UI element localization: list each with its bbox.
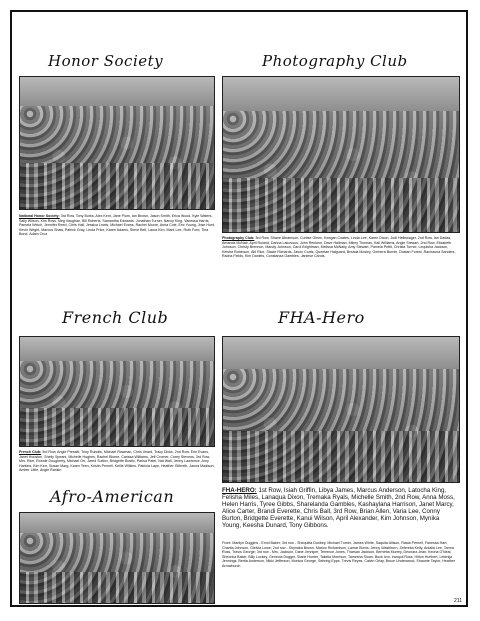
french-club-caption-label: French Club: (19, 450, 42, 454)
honor-society-caption (19, 214, 215, 238)
honor-society-caption-label: National Honor Society: (19, 214, 60, 218)
french-club-caption (19, 450, 215, 482)
french-club-photo (19, 336, 215, 447)
fha-hero-caption-text: 1st Row, Isiah Griffin, Libya James, Marcus Anderson, Latocha King, Felisha Miles, Lanaqua Dixon, Tremaka Ryals, Michelle Smith, 2nd Row, Anna Moss, Helen Harris, Tyree Gibbs, Sharelanda Gambles, Kashaylana Harrison, Janet Marcy, Alice Carter, Brandi Everette, Chris Ball, 3rd Row, Brian Allen, Varia Lee, Conny Burton, Bridgette Everette, Kanui Wilson, April Alexander, Kim Johnson, Mynika Young, Keesha Dunard, Tony Gibbons. (222, 487, 455, 530)
page-number: 211 (454, 598, 462, 604)
fha-hero-photo (222, 336, 460, 483)
fha-hero-heading: FHA-Hero (278, 308, 365, 327)
photography-club-photo (222, 76, 460, 233)
photography-club-caption (222, 236, 458, 286)
afro-american-photo (19, 512, 215, 604)
photography-club-heading: Photography Club (262, 52, 408, 70)
photography-club-caption-text: 3rd Row, Shane Abramson, Curtise Glenn, Keegan Coates, Linda Lee, Karen Dixon, Jodi Hellewager, 2nd Row, Ian Dadas, Amanda McNair, April Roland, Danna Lakovous, John Renkem, Dave Hallman, Mikey Thomas, Kali Williams, Angie Stewart, 2nd Row, Elizabeth Johnson, Christy Brennon, Mandy Johnson, Carol Brightman, Melissa McNally, Amy Stewart, Pamela Pettit, Christa Turner, Lequisha Jackson, Keisha Robinson, Abi Rice, Stacie Richards, Jason Curtis, Quentan Halguard, Breada Mosley, Gerbera Burnie, Dustan Forest, Rachauna Sanders, Racha Fields, Kim Daniels, Constanza Gambles, Janiese Carols. (222, 236, 456, 259)
afro-american-heading: Afro-American (50, 487, 175, 506)
french-club-heading: French Club (62, 308, 169, 327)
afro-american-caption (222, 541, 458, 597)
photography-club-caption-label: Photography Club: (222, 236, 255, 240)
honor-society-caption-text: 3rd Row, Tony Burks, Alex Kent, Jane Plum, Ian Brown, Jason Smith, Erica Wood, Kyle Waters, Sally Wilson, Kim Ross, Meg Vaughan, Bill Roberts, Samantha Edwards, Jonathan Turner, Nancy King, Vanessa Harris, Pamela Welch, Jennifer Reed, Chris Hall, Jessica Lewis, Michael Evans, Rachel Moore, Anna Cole, Eric Young, Jose Hunt, Kevin Wright, Marcus Shaw, Patrick Gray, Linda Price, Karen Adams, Steve Bell, Laura Kim, Mark Lee, Ruth Ford, Tina Bond, Adam Cruz (19, 214, 215, 237)
honor-society-heading: Honor Society (48, 52, 164, 70)
honor-society-photo (19, 76, 215, 210)
afro-american-caption-text: Front: Marilyn Duggins - Emni Baker; 3rd row - Shequitta Dunbey, Michael Turner, James White, Saquita Allison, Rasta Pernell, Fanessa Hart, Charita Johnson, Gleivia Lowe; 2nd row - Shynaka Brown, Marino Richardson, Lamar Burns, Jenny Washburn, Zefereka Kelly, Antalia Lee, Tamra Ross, Travis George; 3rd row - Mrs. Jackson, Dane Jenniper, Terrence Jones, Tharsan Jackson, Bernetta Murrey, Deonara Jean, Keona O'Neal, Sheonka Baker, Billy Lockey, Genevia Dugger, Starie Hunter, Takelia Morrison, Tamesha Sloan, Buck Ivor, Iranquil Ross, Hilton Hurlbert, Letenija Jennings, Bertia Anderson, Nikki Jefferson, Monica George, Sebring Epps, Trevis Reyes, Calvin Orlay, Bruce Underwood, Shaunte Taylor, Heather Arrowhurch (222, 541, 455, 568)
fha-hero-caption (222, 487, 458, 537)
french-club-caption-text: 3rd Row, Angie Pressitt, Tony Rubolis, Michael Rowman, Chris Veard, Tracy Dicks, 2nd Row, Erin Evans, Janet Houston, Shelly Spears, Michelle Hughes, Rachel Blome, Carissa Williams, Jeff Cromer, Corey Stevens, 3rd Row, Mrs. Rice, Ronnie Dougherty, Michael Orr, Jared Sutton, Bridgette Bostic, Parisa Patel, Nat Wall, Jenny Lawrence, Amy Harkins, Kim Kerr, Susan Marg, Karen Teen, Kristin Pernell, Kellie Wilkins, Patricia Lape, Heather Gilbreth, Janna Madison, Amber Little, Angie Rankin (19, 450, 215, 473)
fha-hero-caption-label: FHA-HERO: (222, 487, 257, 494)
